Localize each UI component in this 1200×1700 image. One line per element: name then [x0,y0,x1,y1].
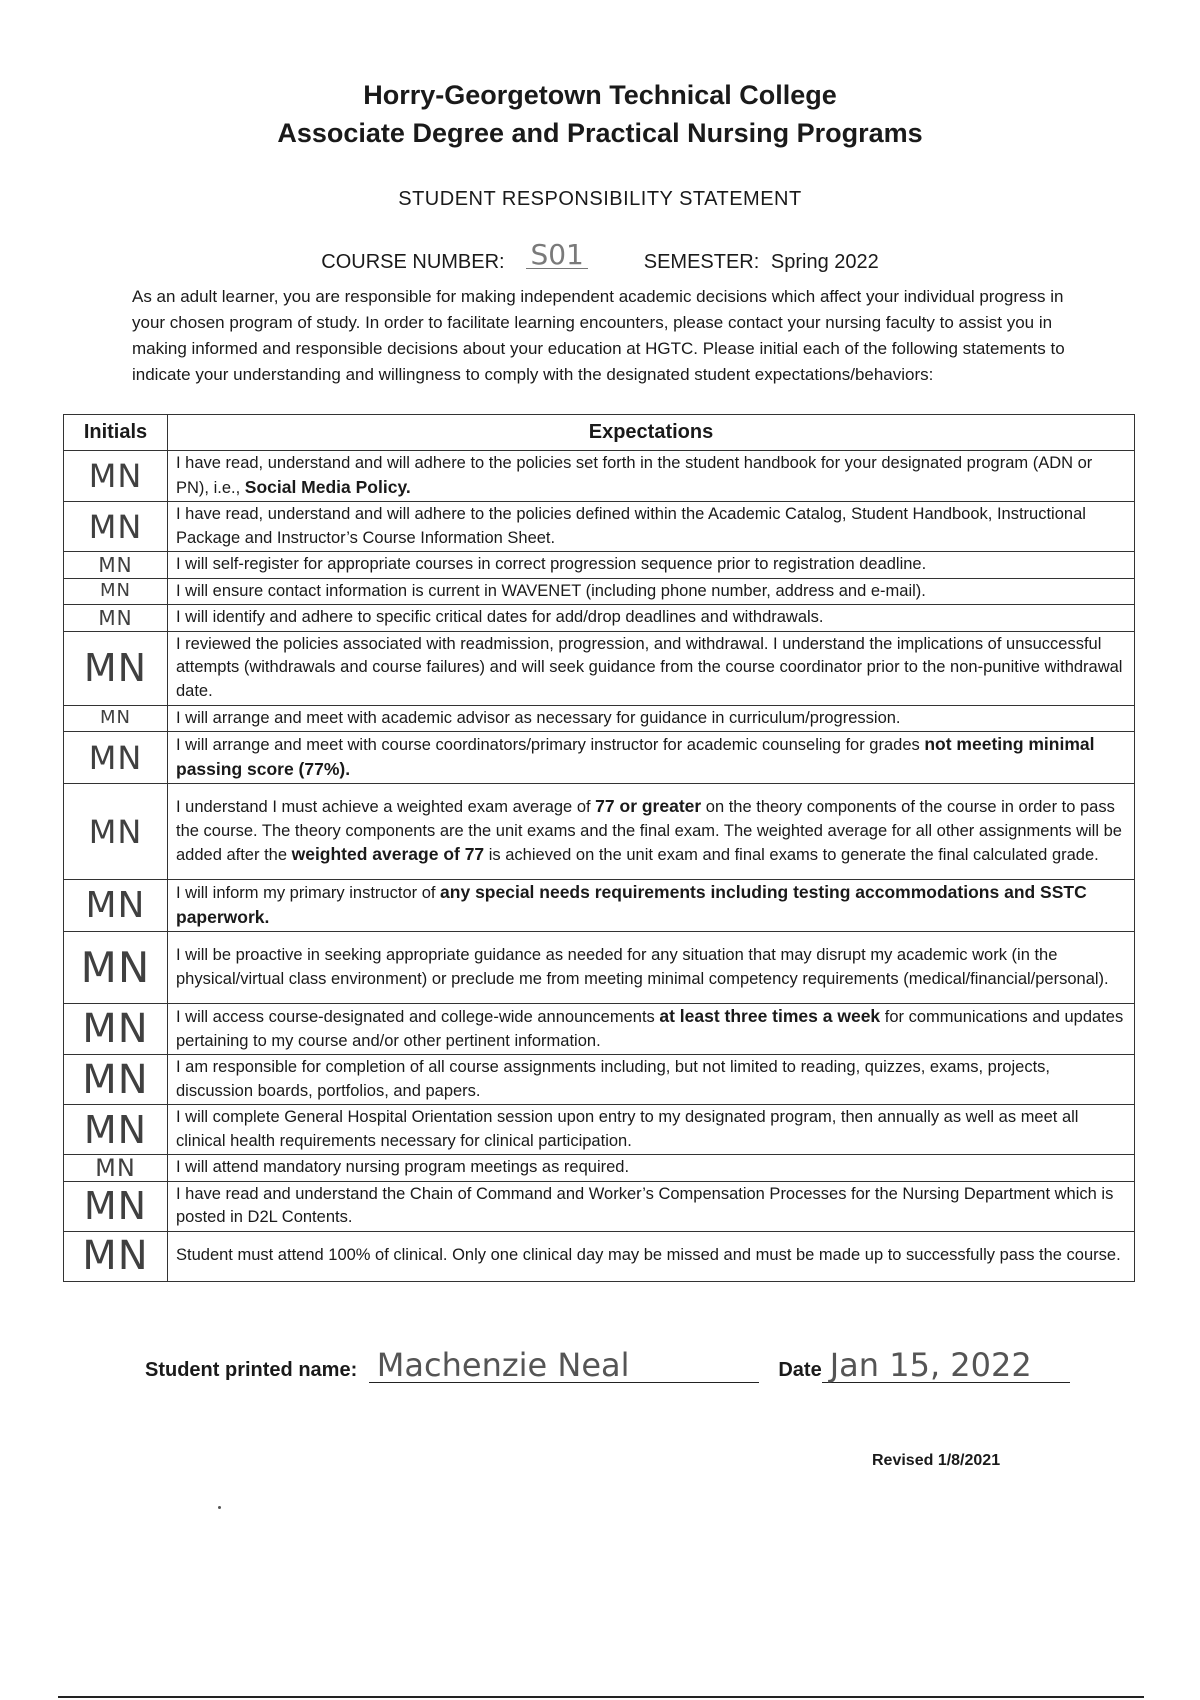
emphasis-text: weighted average of 77 [291,844,485,865]
body-text: Student must attend 100% of clinical. Only one clinical day may be missed and must be made up to successfully pass the course. [176,1246,1121,1265]
body-text: I reviewed the policies associated with readmission, progression, and withdrawal. I understand the implications of unsuccessful attempts (withdrawals and course failures) and will seek guidance from the course coordinator prior to the non-punitive withdrawal date. [176,634,1123,700]
expectation-text [168,784,1135,880]
expectation-text [168,732,1135,784]
college-name: Horry-Georgetown Technical College [363,80,837,110]
initials-cell: MN [64,631,168,705]
expectation-text [168,451,1135,502]
initials-cell: MN [64,1055,168,1105]
body-text: on the theory components of the course in order to pass the course. The theory components are the unit exams and the final exam. The weighted average for all other assignments will be added after the [176,798,1122,865]
course-number-label: COURSE NUMBER: [321,251,505,273]
body-text: I will access course-designated and college-wide announcements [176,1008,660,1026]
initials-cell: MN [64,932,168,1004]
body-text: I have read, understand and will adhere to the policies set forth in the student handbook for your designated program (ADN or PN), i.e., [176,454,1093,497]
initials-cell: MN [64,1155,168,1182]
body-text: I will identify and adhere to specific critical dates for add/drop deadlines and withdrawals. [176,608,824,626]
page-bottom-rule [58,1696,1144,1698]
emphasis-text: at least three times a week [659,1006,881,1026]
initials-column-header: Initials [64,415,168,451]
initials-cell: MN [64,578,168,605]
initials-cell: MN [64,502,168,552]
expectations-table [63,414,1135,1282]
date-value: Jan 15, 2022 [822,1348,1070,1383]
expectation-row [64,578,1135,605]
initials-cell: MN [64,1004,168,1055]
expectation-text [168,1181,1135,1231]
initials-cell: MN [64,732,168,784]
expectation-row [64,705,1135,732]
expectation-row [64,1155,1135,1182]
body-text: I will inform my primary instructor of [176,884,441,902]
expectation-text [168,1231,1135,1281]
signature-line [145,1348,1070,1383]
initials-cell: MN [64,605,168,632]
initials-cell: MN [64,451,168,502]
expectations-column-header: Expectations [168,415,1135,451]
expectation-text [168,605,1135,632]
course-info-line [0,238,1200,274]
expectation-text [168,1055,1135,1105]
initials-cell: MN [64,1105,168,1155]
intro-paragraph: As an adult learner, you are responsible for making independent academic decisions which affect your individual progress in your chosen program of study. In order to facilitate learning encounters, please contact your nursing faculty to assist you in making informed and responsible decisions about your education at HGTC. Please initial each of the following statements to indicate your understanding and willingness to comply with the designated student expectations/behaviors: [132,287,1065,384]
date-label: Date [778,1359,822,1381]
student-name-label: Student printed name: [145,1359,358,1381]
expectation-row [64,631,1135,705]
expectation-row [64,605,1135,632]
body-text: I will arrange and meet with academic advisor as necessary for guidance in curriculum/progression. [176,708,901,727]
student-name-value: Machenzie Neal [369,1348,759,1383]
expectation-row [64,1105,1135,1155]
statement-title: STUDENT RESPONSIBILITY STATEMENT [398,188,802,210]
body-text: I will complete General Hospital Orientation session upon entry to my designated program, then annually as well as meet all clinical health requirements necessary for clinical participation. [176,1108,1079,1150]
expectation-text [168,1004,1135,1055]
body-text: I will ensure contact information is current in WAVENET (including phone number, address and e-mail). [176,581,926,600]
body-text: for communications and updates pertaining to my course and/or other pertinent information. [176,1008,1124,1050]
expectation-row [64,732,1135,784]
expectation-text [168,631,1135,705]
body-text: I will be proactive in seeking appropriate guidance as needed for any situation that may disrupt my academic work (in the physical/virtual class environment) or preclude me from meeting minimal competency requirements (medical/financial/personal). [176,946,1109,988]
expectation-row [64,1231,1135,1281]
semester-value: Spring 2022 [770,251,879,273]
expectation-text [168,705,1135,732]
body-text: I am responsible for completion of all course assignments including, but not limited to reading, quizzes, exams, projects, discussion boards, portfolios, and papers. [176,1058,1051,1100]
initials-cell: MN [64,552,168,579]
stray-mark [218,1506,221,1509]
expectation-row [64,1055,1135,1105]
expectation-text [168,1155,1135,1182]
expectation-row [64,1004,1135,1055]
expectation-text [168,552,1135,579]
body-text: I will self-register for appropriate courses in correct progression sequence prior to registration deadline. [176,555,927,573]
initials-cell: MN [64,1181,168,1231]
body-text: I will arrange and meet with course coordinators/primary instructor for academic counseling for grades [176,736,925,754]
expectation-row [64,451,1135,502]
expectation-text [168,1105,1135,1155]
emphasis-text: Social Media Policy. [244,476,411,497]
revised-date: Revised 1/8/2021 [872,1452,1001,1469]
initials-cell: MN [64,784,168,880]
semester-label: SEMESTER: [643,251,760,273]
initials-cell: MN [64,880,168,932]
expectation-text [168,502,1135,552]
expectation-text [168,880,1135,932]
initials-cell: MN [64,705,168,732]
expectation-text [168,578,1135,605]
body-text: I have read, understand and will adhere to the policies defined within the Academic Catalog, Student Handbook, Instructional Package and Instructor’s Course Information Sheet. [176,505,1086,547]
expectation-text [168,932,1135,1004]
body-text: I will attend mandatory nursing program meetings as required. [176,1158,630,1176]
expectation-row [64,552,1135,579]
emphasis-text: 77 or greater [595,796,702,817]
expectation-row [64,1181,1135,1231]
expectation-row [64,502,1135,552]
emphasis-text: any special needs requirements including testing accommodations and SSTC paperwork. [176,882,1087,927]
expectation-row [64,880,1135,932]
emphasis-text: not meeting minimal passing score (77%). [176,734,1095,779]
expectation-row [64,784,1135,880]
course-number-value: S01 [526,242,588,269]
table-header-row [64,415,1135,451]
program-name: Associate Degree and Practical Nursing Programs [277,118,923,148]
body-text: I understand I must achieve a weighted exam average of [176,798,596,817]
expectations-table-body [64,451,1135,1282]
expectation-row [64,932,1135,1004]
body-text: is achieved on the unit exam and final exams to generate the final calculated grade. [484,846,1099,865]
body-text: I have read and understand the Chain of Command and Worker’s Compensation Processes for the Nursing Department which is posted in D2L Contents. [176,1184,1114,1226]
initials-cell: MN [64,1231,168,1281]
